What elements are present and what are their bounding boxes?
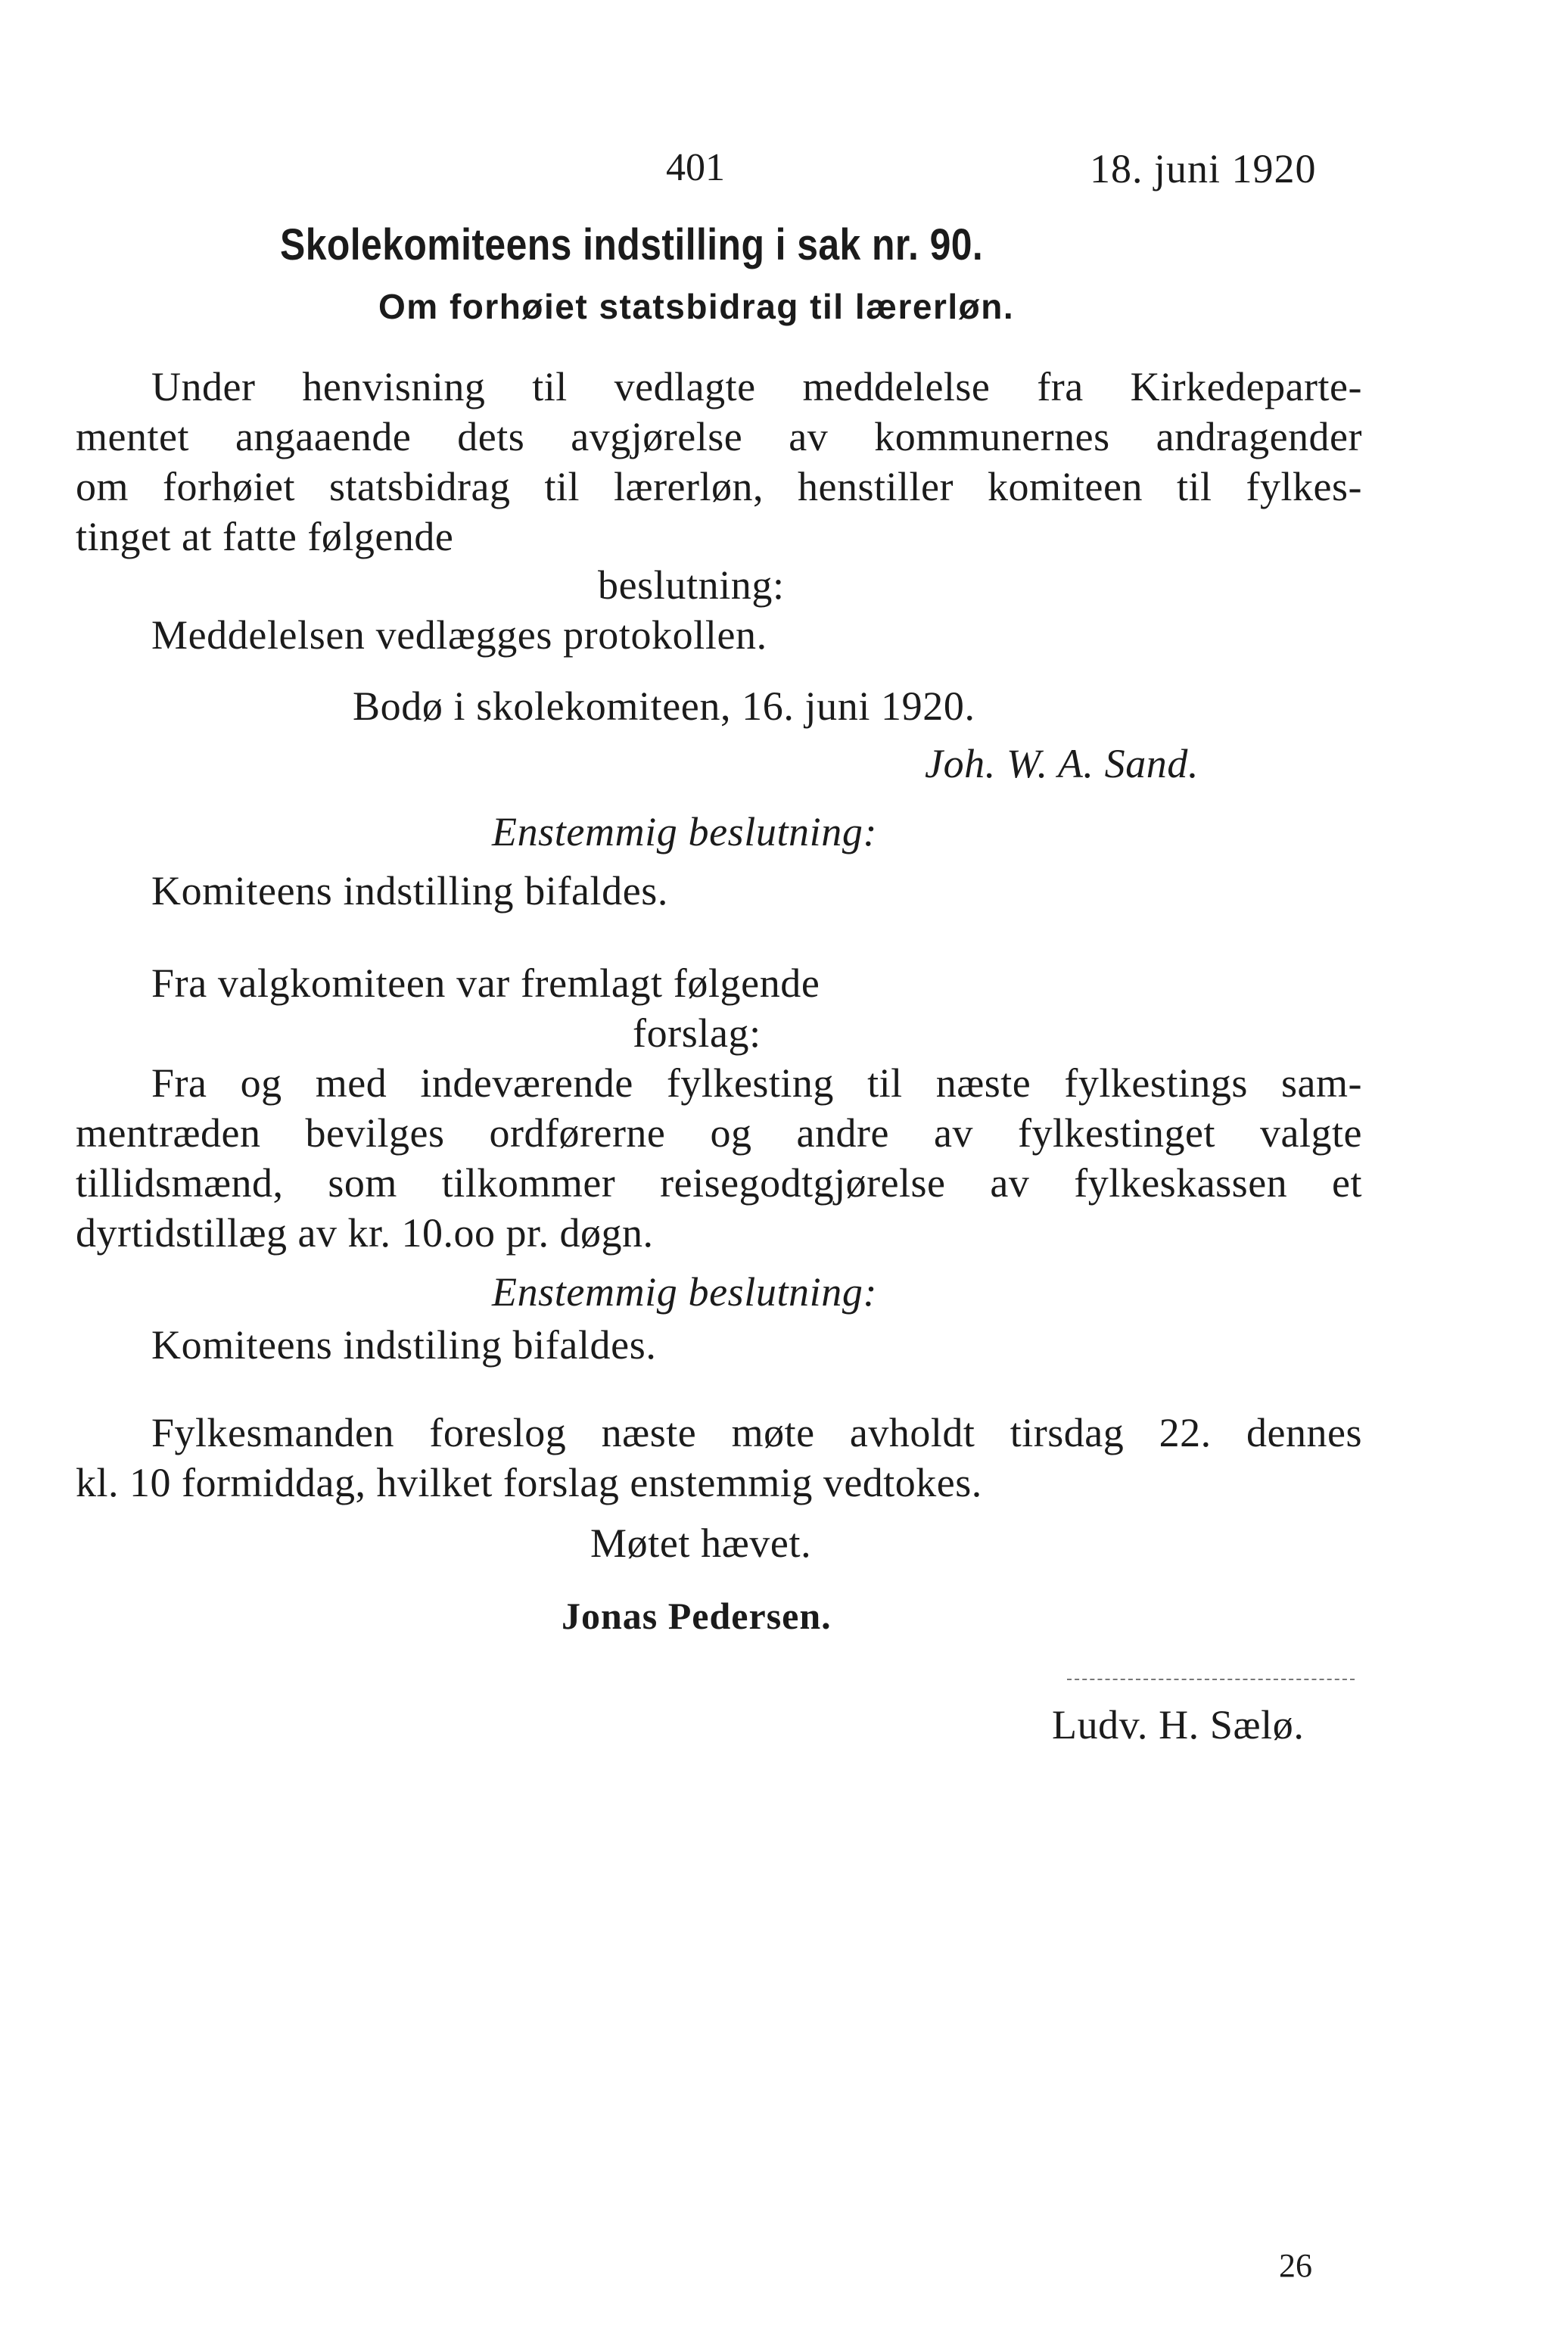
vote-heading: Enstemmig beslutning: xyxy=(492,809,878,854)
committee-signature: Joh. W. A. Sand. xyxy=(925,741,1199,786)
header-date: 18. juni 1920 xyxy=(1090,146,1317,191)
page-number: 401 xyxy=(666,146,725,189)
case-subtitle: Om forhøiet statsbidrag til lærerløn. xyxy=(378,287,1015,326)
vote-heading: Enstemmig beslutning: xyxy=(492,1269,878,1315)
meeting-adjourned: Møtet hævet. xyxy=(590,1520,812,1566)
recommendation-line: Under henvisning til vedlagte meddelelse fra Kirkedeparte- xyxy=(151,364,1362,409)
recommendation-line: mentet angaaende dets avgjørelse av kommunernes andragender xyxy=(76,414,1362,459)
proposal-line: dyrtidstillæg av kr. 10.oo pr. døgn. xyxy=(76,1210,654,1256)
closing-paragraph xyxy=(76,1408,1362,1508)
election-intro: Fra valgkomiteen var fremlagt følgende xyxy=(151,960,820,1006)
recommendation-line: tinget at fatte følgende xyxy=(76,514,454,559)
secretary-signature: Ludv. H. Sælø. xyxy=(1052,1702,1305,1748)
recommendation-paragraph xyxy=(76,362,1362,562)
closing-line: kl. 10 formiddag, hvilket forslag enstemmig vedtokes. xyxy=(76,1460,982,1505)
footer-page-number: 26 xyxy=(1279,2247,1312,2284)
proposal-heading: forslag: xyxy=(633,1010,761,1056)
recommendation-line: om forhøiet statsbidrag til lærerløn, henstiller komiteen til fylkes- xyxy=(76,464,1362,509)
chair-signature: Jonas Pedersen. xyxy=(562,1595,832,1637)
signature-divider xyxy=(1067,1679,1355,1680)
decision-heading: beslutning: xyxy=(598,562,785,608)
place-date: Bodø i skolekomiteen, 16. juni 1920. xyxy=(353,683,975,729)
closing-line: Fylkesmanden foreslog næste møte avholdt tirsdag 22. dennes xyxy=(151,1410,1362,1455)
proposal-line: Fra og med indeværende fylkesting til næste fylkestings sam- xyxy=(151,1060,1362,1106)
proposal-line: mentræden bevilges ordførerne og andre av fylkestinget valgte xyxy=(76,1110,1362,1156)
case-title: Skolekomiteens indstilling i sak nr. 90. xyxy=(280,220,984,269)
vote-result: Komiteens indstilling bifaldes. xyxy=(151,868,669,914)
vote-result: Komiteens indstiling bifaldes. xyxy=(151,1322,657,1368)
proposal-paragraph xyxy=(76,1058,1362,1258)
proposal-line: tillidsmænd, som tilkommer reisegodtgjørelse av fylkeskassen et xyxy=(76,1160,1362,1206)
decision-text: Meddelelsen vedlægges protokollen. xyxy=(151,612,767,658)
